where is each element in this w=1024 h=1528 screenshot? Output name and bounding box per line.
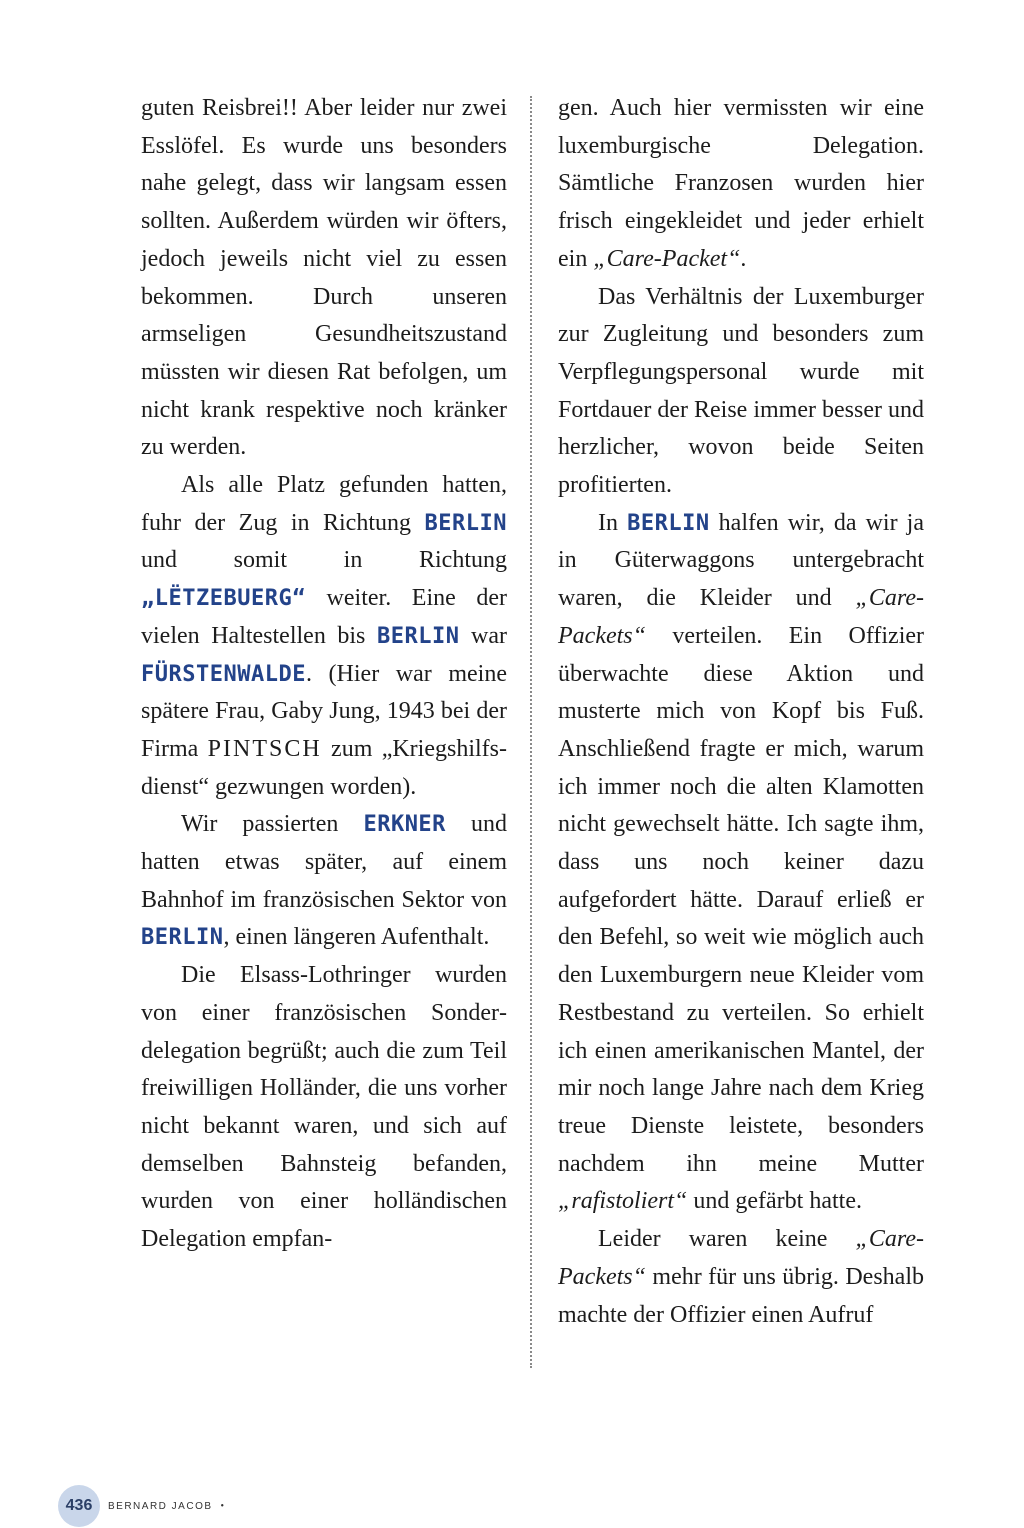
place-name: ERKNER bbox=[363, 812, 446, 838]
paragraph: Das Verhältnis der Luxemburger zur Zugleitung und besonders zum Verpflegungspersonal wurde mit Fortdauer der Reise immer besser und herzlicher, wovon beide Seiten profitierten. bbox=[558, 283, 924, 499]
column-divider bbox=[530, 96, 532, 1368]
page-footer bbox=[58, 1484, 224, 1528]
paragraph: gen. Auch hier vermissten wir eine luxemburgische Delegation. Sämtliche Franzosen wurden hier frisch eingekleidet und jeder erhielt ein „Care-Packet“. bbox=[558, 95, 924, 272]
bullet-icon: • bbox=[220, 1500, 225, 1512]
paragraph: In BERLIN halfen wir, da wir ja in Güterwaggons untergebracht waren, die Kleider und „Care-Packets“ verteilen. Ein Offizier überwachte diese Aktion und musterte mich von Kopf bis Fuß. Anschließend fragte er mich, warum ich immer noch die alten Klamotten nicht gewechselt hätte. Ich sagte ihm, dass uns noch keiner dazu aufgefordert hätte. Darauf erließ er den Befehl, so weit wie möglich auch den Luxemburgern neue Kleider vom Restbestand zu verteilen. So erhielt ich einen amerikanischen Mantel, der mir noch lange Jahre nach dem Krieg treue Dienste leistete, besonders nachdem ihn meine Mutter „rafistoliert“ und gefärbt hatte. bbox=[558, 509, 924, 1215]
italic-term: „Care-Packet“ bbox=[593, 245, 741, 272]
left-column bbox=[141, 90, 507, 1259]
paragraph: guten Reisbrei!! Aber leider nur zwei Esslöfel. Es wurde uns besonders nahe gelegt, dass wir langsam essen sollten. Außerdem würden wir öfters, jedoch jeweils nicht viel zu essen bekommen. Durch unseren armseligen Gesundheitszustand müssten wir diesen Rat befolgen, um nicht krank respektive noch kränker zu werden. bbox=[141, 95, 507, 461]
paragraph: Wir passierten ERKNER und hatten etwas später, auf einem Bahnhof im französischen Sektor von BERLIN, einen längeren Aufenthalt. bbox=[141, 811, 507, 951]
place-name: BERLIN bbox=[141, 925, 224, 951]
right-column bbox=[558, 90, 924, 1334]
place-name: BERLIN bbox=[627, 510, 710, 536]
paragraph: Leider waren keine „Care-Packets“ mehr für uns übrig. Deshalb machte der Offizier einen Aufruf bbox=[558, 1226, 924, 1328]
italic-term: „Care-Packets“ bbox=[558, 585, 924, 649]
company-name: PINTSCH bbox=[207, 735, 322, 762]
paragraph: Die Elsass-Lothringer wurden von einer französischen Sonderdelegation begrüßt; auch die zum Teil freiwilligen Holländer, die uns vorher nicht bekannt waren, und sich auf demselben Bahnsteig befanden, wurden von einer holländischen Delegation empfan- bbox=[141, 962, 507, 1253]
place-name: BERLIN bbox=[424, 510, 507, 536]
place-name: „LËTZEBUERG“ bbox=[141, 586, 306, 612]
author-name: BERNARD JACOB bbox=[108, 1500, 213, 1512]
page-number: 436 bbox=[58, 1485, 100, 1527]
place-name: BERLIN bbox=[376, 623, 460, 649]
italic-term: „Care-Packets“ bbox=[558, 1226, 924, 1290]
place-name: FÜRSTENWALDE bbox=[141, 661, 306, 687]
paragraph: Als alle Platz gefunden hatten, fuhr der Zug in Richtung BERLIN und somit in Richtung „LËTZEBUERG“ weiter. Eine der vielen Haltestellen bis BERLIN war FÜRSTENWALDE. (Hier war meine spätere Frau, Gaby Jung, 1943 bei der Firma PINTSCH zum „Kriegshilfsdienst“ gezwungen worden). bbox=[141, 472, 508, 800]
italic-term: „rafistoliert“ bbox=[558, 1188, 688, 1215]
